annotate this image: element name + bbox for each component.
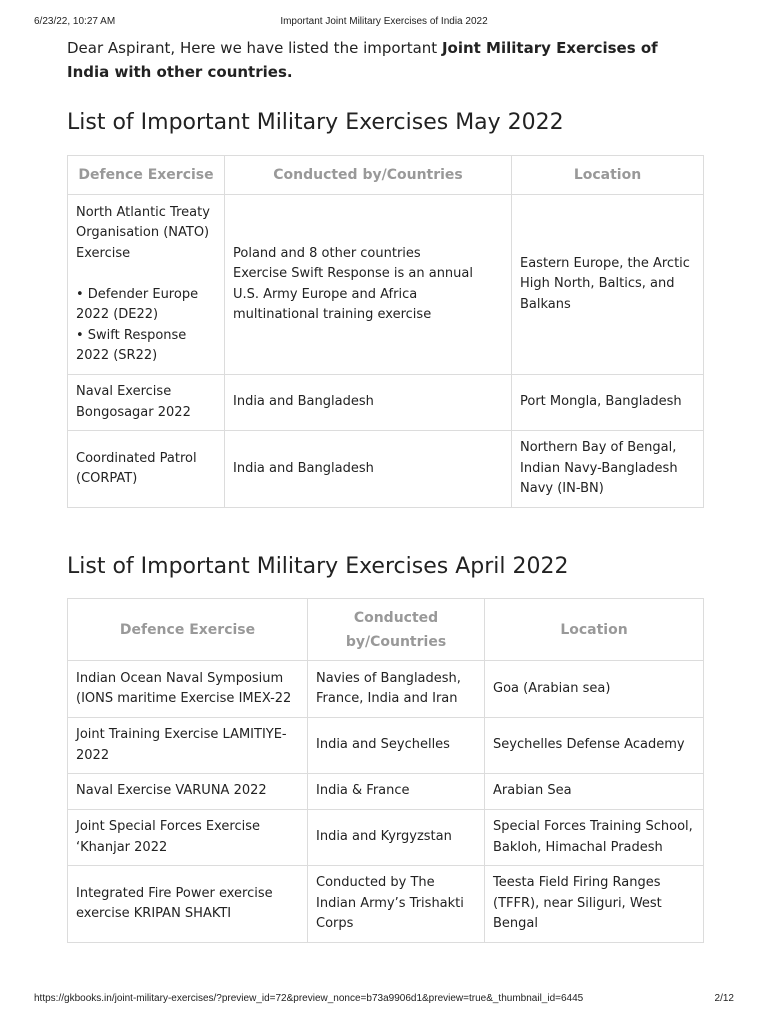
cell-countries: India and Bangladesh <box>225 431 512 508</box>
heading-may-2022: List of Important Military Exercises May 2022 <box>67 110 564 135</box>
cell-location: Special Forces Training School, Bakloh, Himachal Pradesh <box>485 810 704 866</box>
header-location: Location <box>485 599 704 661</box>
table-row <box>68 774 704 810</box>
cell-countries: India and Kyrgyzstan <box>308 810 485 866</box>
cell-exercise: Indian Ocean Naval Symposium (IONS maritime Exercise IMEX-22 <box>68 661 308 718</box>
cell-exercise: North Atlantic Treaty Organisation (NATO) Exercise • Defender Europe 2022 (DE22) • Swift Response 2022 (SR22) <box>68 195 225 375</box>
cell-exercise: Integrated Fire Power exercise exercise KRIPAN SHAKTI <box>68 866 308 943</box>
table-row <box>68 431 704 508</box>
print-datetime: 6/23/22, 10:27 AM <box>34 16 116 27</box>
cell-countries: India and Seychelles <box>308 718 485 774</box>
cell-location: Eastern Europe, the Arctic High North, Baltics, and Balkans <box>512 195 704 375</box>
cell-countries: India and Bangladesh <box>225 375 512 431</box>
cell-exercise: Coordinated Patrol (CORPAT) <box>68 431 225 508</box>
table-row <box>68 375 704 431</box>
table-row <box>68 195 704 375</box>
intro-bold-text: Joint Military Exercises of India with other countries. <box>67 39 658 81</box>
cell-exercise: Joint Training Exercise LAMITIYE-2022 <box>68 718 308 774</box>
print-url: https://gkbooks.in/joint-military-exercises/?preview_id=72&preview_nonce=b73a9906d1&preview=true&_thumbnail_id=6445 <box>34 993 584 1004</box>
cell-exercise: Naval Exercise VARUNA 2022 <box>68 774 308 810</box>
table-header-row <box>68 599 704 661</box>
page-number: 2/12 <box>714 993 734 1004</box>
cell-exercise: Naval Exercise Bongosagar 2022 <box>68 375 225 431</box>
article-content <box>67 36 703 943</box>
print-footer <box>34 993 734 1007</box>
cell-location: Teesta Field Firing Ranges (TFFR), near Siliguri, West Bengal <box>485 866 704 943</box>
print-page-title: Important Joint Military Exercises of India 2022 <box>280 16 488 27</box>
table-may-2022 <box>67 155 704 508</box>
cell-countries: Poland and 8 other countries Exercise Swift Response is an annual U.S. Army Europe and Africa multinational training exercise <box>225 195 512 375</box>
table-april-2022 <box>67 598 704 943</box>
intro-text: Dear Aspirant, Here we have listed the important <box>67 39 442 57</box>
cell-location: Goa (Arabian sea) <box>485 661 704 718</box>
table-header-row <box>68 156 704 195</box>
cell-location: Northern Bay of Bengal, Indian Navy-Bangladesh Navy (IN-BN) <box>512 431 704 508</box>
cell-countries: Navies of Bangladesh, France, India and Iran <box>308 661 485 718</box>
cell-exercise: Joint Special Forces Exercise ‘Khanjar 2022 <box>68 810 308 866</box>
cell-location: Seychelles Defense Academy <box>485 718 704 774</box>
table-row <box>68 661 704 718</box>
cell-countries: India & France <box>308 774 485 810</box>
print-header <box>34 16 734 30</box>
cell-location: Arabian Sea <box>485 774 704 810</box>
cell-countries: Conducted by The Indian Army’s Trishakti Corps <box>308 866 485 943</box>
table-row <box>68 866 704 943</box>
cell-location: Port Mongla, Bangladesh <box>512 375 704 431</box>
header-conducted-by: Conducted by/Countries <box>225 156 512 195</box>
table-row <box>68 718 704 774</box>
intro-paragraph <box>67 36 703 84</box>
heading-april-2022: List of Important Military Exercises April 2022 <box>67 554 569 579</box>
header-defence-exercise: Defence Exercise <box>68 156 225 195</box>
table-row <box>68 810 704 866</box>
header-conducted-by: Conducted by/Countries <box>308 599 485 661</box>
header-defence-exercise: Defence Exercise <box>68 599 308 661</box>
header-location: Location <box>512 156 704 195</box>
